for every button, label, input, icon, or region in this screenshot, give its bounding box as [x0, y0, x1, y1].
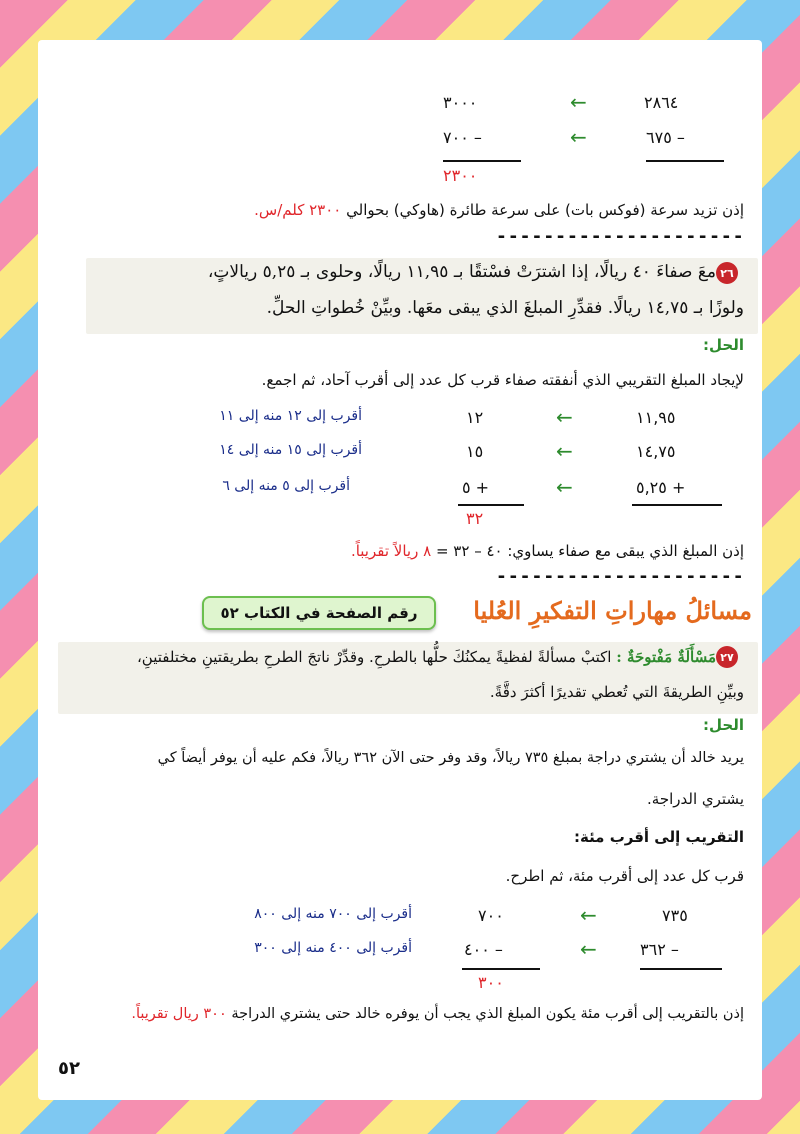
solution-label: الحل:: [703, 716, 744, 734]
question-27-number: ٢٧: [716, 646, 738, 668]
q26-rounded-1: ١٢: [466, 408, 484, 427]
q27-rounded-2: ٤٠٠ –: [464, 940, 503, 959]
arrow-icon: ←: [570, 125, 587, 149]
conclusion-highlight: ٣٠٠ ريال تقريباً.: [131, 1006, 227, 1022]
q27-rounded-1: ٧٠٠: [478, 906, 504, 925]
question-26-line2: ولوزًا بـ ١٤,٧٥ ريالًا. فقدِّرِ المبلغَ الذي يبقى معَها. وبيِّنْ خُطواتِ الحلِّ.: [266, 298, 744, 318]
hot-title: مسائلُ مهاراتِ التفكيرِ العُليا: [473, 596, 752, 625]
q27-paragraph-2: يشتري الدراجة.: [647, 790, 744, 808]
top-rounded-1: ٣٠٠٠: [443, 93, 478, 112]
arrow-icon: ←: [556, 475, 573, 499]
q27-conclusion: [131, 1006, 744, 1022]
top-original-1: ٢٨٦٤: [644, 93, 679, 112]
conclusion-highlight: ٨ ريالاً تقريباً.: [350, 542, 432, 560]
top-rounded-2: ٧٠٠ –: [443, 128, 482, 147]
q27-paragraph-1: يريد خالد أن يشتري دراجة بمبلغ ٧٣٥ ريالاً، وقد وفر حتى الآن ٣٦٢ ريالاً، فكم عليه أن يوفر أيضاً كي: [157, 750, 744, 766]
q27-heading: التقريب إلى أقرب مئة:: [573, 828, 744, 846]
conclusion-text: إذن بالتقريب إلى أقرب مئة يكون المبلغ الذي يجب أن يوفره خالد حتى يشتري الدراجة: [231, 1006, 744, 1022]
top-conclusion: [254, 201, 744, 219]
q26-intro: لإيجاد المبلغ التقريبي الذي أنفقته صفاء قرب كل عدد إلى أقرب آحاد، ثم اجمع.: [261, 371, 744, 389]
q26-original-3: ٥,٢٥ +: [636, 478, 686, 497]
q26-original-1: ١١,٩٥: [636, 408, 676, 427]
top-result: ٢٣٠٠: [443, 166, 478, 185]
q26-rounded-3: ٥ +: [462, 478, 490, 497]
sum-line: [640, 968, 722, 970]
page-sheet: [38, 40, 762, 1100]
q26-note-3: أقرب إلى ٥ منه إلى ٦: [222, 478, 350, 494]
question-26-number: ٢٦: [716, 262, 738, 284]
conclusion-text: إذن المبلغ الذي يبقى مع صفاء يساوي: ٤٠ – ٣٢ =: [435, 542, 744, 560]
question-27-line2: وبيِّنِ الطريقةَ التي تُعطي تقديرًا أكثرَ دقَّةً.: [489, 683, 744, 701]
conclusion-text: إذن تزيد سرعة (فوكس بات) على سرعة طائرة (هاوكي) بحوالي: [346, 201, 744, 219]
divider: ---------------------: [496, 566, 745, 587]
page-number: ٥٢: [58, 1058, 80, 1079]
q26-original-2: ١٤,٧٥: [636, 442, 676, 461]
arrow-icon: ←: [556, 439, 573, 463]
q27-original-2: ٣٦٢ –: [640, 940, 679, 959]
sum-line: [458, 504, 524, 506]
q27-note-2: أقرب إلى ٤٠٠ منه إلى ٣٠٠: [254, 940, 412, 956]
arrow-icon: ←: [570, 90, 587, 114]
question-27-line1: [137, 648, 716, 666]
arrow-icon: ←: [556, 405, 573, 429]
q26-conclusion: [351, 542, 744, 560]
open-question-label: مَسْأَلَةٌ مَفْتوحَةٌ :: [616, 648, 716, 666]
q26-note-1: أقرب إلى ١٢ منه إلى ١١: [219, 408, 362, 424]
q26-sum: ٣٢: [466, 509, 484, 528]
q27-note-1: أقرب إلى ٧٠٠ منه إلى ٨٠٠: [254, 906, 412, 922]
question-26-line1: معَ صفاءَ ٤٠ ريالًا، إذا اشترَتْ فسْتقًا بـ ١١,٩٥ ريالًا، وحلوى بـ ٥,٢٥ ريالاتٍ،: [207, 262, 716, 282]
q27-result: ٣٠٠: [478, 973, 504, 992]
q26-note-2: أقرب إلى ١٥ منه إلى ١٤: [219, 442, 362, 458]
q26-rounded-2: ١٥: [466, 442, 484, 461]
solution-label: الحل:: [703, 336, 744, 354]
page-reference-pill: رقم الصفحة في الكتاب ٥٢: [202, 596, 436, 630]
arrow-icon: ←: [580, 903, 597, 927]
divider: ---------------------: [496, 226, 745, 247]
sum-line: [646, 160, 724, 162]
top-original-2: ٦٧٥ –: [646, 128, 685, 147]
q27-original-1: ٧٣٥: [662, 906, 688, 925]
arrow-icon: ←: [580, 937, 597, 961]
sum-line: [443, 160, 521, 162]
sum-line: [462, 968, 540, 970]
q27-instruction: قرب كل عدد إلى أقرب مئة، ثم اطرح.: [505, 867, 744, 885]
question-27-text: اكتبْ مسألةً لفظيةً يمكنُكَ حلُّها بالطرحِ. وقدِّرْ ناتجَ الطرحِ بطريقتينِ مختلفتينِ،: [136, 648, 612, 666]
conclusion-highlight: ٢٣٠٠ كلم/س.: [254, 201, 342, 219]
sum-line: [632, 504, 722, 506]
